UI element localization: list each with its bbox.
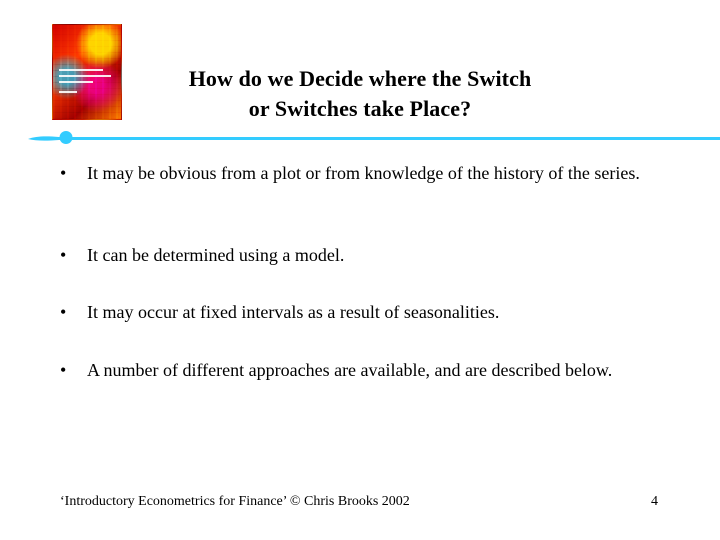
bullet-text-3: It may occur at fixed intervals as a result of seasonalities. [87,302,500,322]
page-number: 4 [651,494,658,509]
slide-title [150,64,570,124]
bullet-icon: • [60,360,67,380]
bullet-icon: • [60,302,67,322]
slide-title-line-1: How do we Decide where the Switch [188,66,532,91]
bullet-text-4: A number of different approaches are available, and are described below. [87,360,613,380]
title-divider [28,130,720,146]
slide-footer: ‘Introductory Econometrics for Finance’ © Chris Brooks 2002 [60,494,410,509]
bullet-text-2: It can be determined using a model. [87,245,345,265]
slide-title-line-2: or Switches take Place? [248,96,472,121]
book-cover-image [52,24,122,120]
bullet-text-1: It may be obvious from a plot or from knowledge of the history of the series. [87,163,640,183]
bullet-icon: • [60,245,67,265]
bullet-icon: • [60,163,67,183]
